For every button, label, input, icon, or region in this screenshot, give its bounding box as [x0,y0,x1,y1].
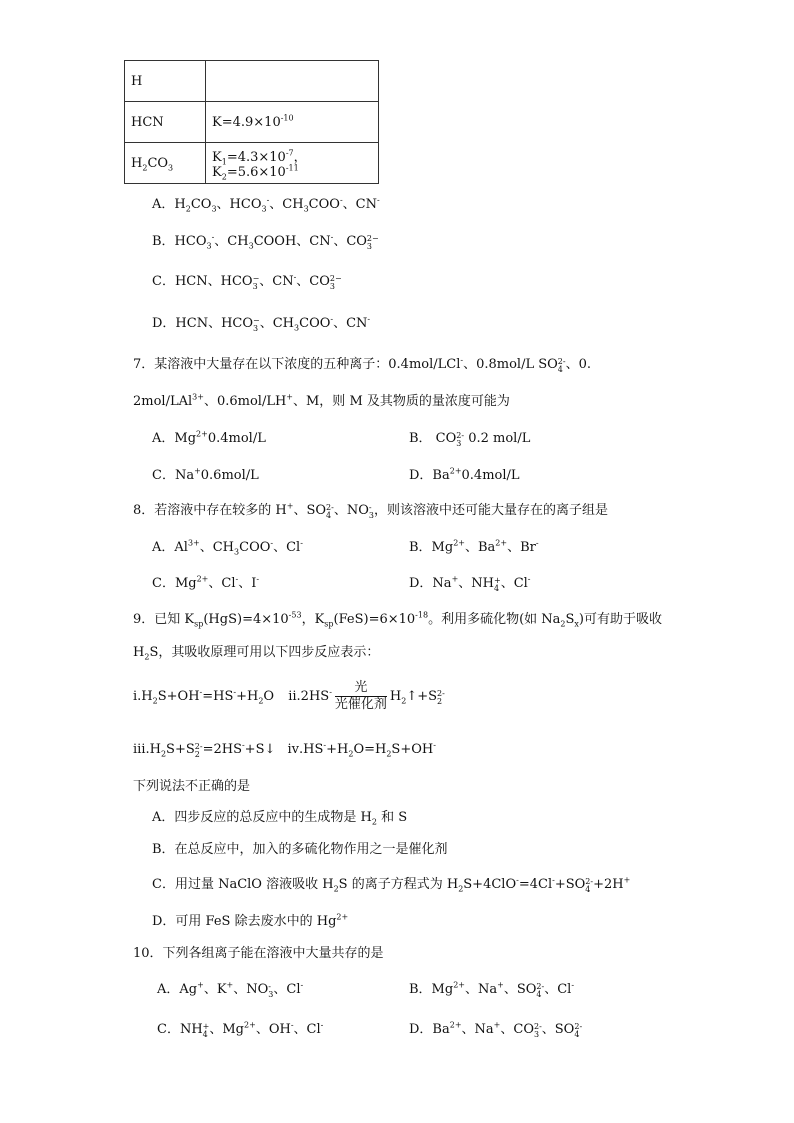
q9-option-d: D．可用 FeS 除去废水中的 $Hg^{2+}$ [152,912,349,929]
q8-option-b: B．$Mg^{2+}$、$Ba^{2+}$、Br- [409,538,539,555]
q10-option-c: C．NH + 4 、$Mg^{2+}$、OH-、Cl- [157,1020,324,1039]
q8-option-d: D．Na+、NH + 4 、Cl- [409,574,531,593]
ka-table [124,60,379,184]
q6-option-b: B．$HCO_3^-$、$CH_3COOH$、CN-、CO 2− 3 [152,232,379,251]
table-row [125,102,379,143]
q9-stem-line1: 9．已知 $K_{sp}(HgS)=4\times 10^{-53}$，$K_{sp}(FeS)=6\times 10^{-18}$。利用多硫化物(如 $Na_2S_x$)可有助于吸收 [133,610,662,629]
table-row [125,143,379,184]
q9-reaction-ii-left: ⅱ.2HS- [288,687,332,704]
q10-option-d: D．$Ba^{2+}$、Na+、CO 2- 3 、SO 2- 4 [409,1020,583,1039]
q7-stem-line1: 7．某溶液中大量存在以下浓度的五种离子：0.4mol/LCl-、0.8mol/L SO 2- 4 、0. [133,355,591,374]
q8-option-c: C．$Mg^{2+}$、Cl-、I- [152,574,260,591]
table-cell-name: $H_2CO_3$ [125,143,206,184]
q7-option-d: D．$Ba^{2+}0.4mol/L$ [409,466,520,483]
q10-option-a: A．Ag+、K+、NO - 3 、Cl- [157,980,304,999]
q8-option-a: A．$Al^{3+}$、$CH_3COO^-$、Cl- [152,538,303,557]
table-cell-k: $K_1=4.3\times 10^{-7}$，$K_2=5.6\times 10^{-11}$ [206,143,379,184]
table-cell-k [206,61,379,102]
q9-reaction-iv: $ⅳ.HS^-+H_2O=H_2S+OH^-$ [287,740,436,759]
q9-reaction-iii: $ⅲ.H_2S+S$ 2- 2 =2HS-+S↓ [133,740,276,759]
table-cell-k: $K=4.9\times 10^{-10}$ [206,102,379,143]
q9-reaction-ii-right: $H_2↑+S$ 2- 2 [389,689,445,706]
q7-option-a: A．$Mg^{2+}0.4mol/L$ [152,429,266,446]
q9-arrow-bottom: 光催化剂 [334,697,387,712]
table-cell-name: HCN [125,102,206,143]
q7-option-c: C．Na+0.6mol/L [152,466,259,483]
table-cell-name: H [125,61,206,102]
q9-arrow-top: 光 [335,680,387,697]
q9-question: 下列说法不正确的是 [133,779,251,794]
q9-stem-line2: $H_2S$，其吸收原理可用以下四步反应表示： [133,645,380,662]
q6-option-a: A．$H_2CO_3$、$HCO_3^-$、$CH_3COO^-$、CN- [152,195,380,214]
q9-option-b: B．在总反应中，加入的多硫化物作用之一是催化剂 [152,842,448,857]
table-row [125,61,379,102]
q8-stem: 8．若溶液中存在较多的 H+、SO 2- 4 、NO - 3 ，则该溶液中还可能大量存在的离子组是 [133,501,608,520]
q10-option-b: B．$Mg^{2+}$、Na+、SO 2- 4 、Cl- [409,980,575,999]
q6-option-d: D．HCN、HCO − 3 、$CH_3COO^-$、CN- [152,314,371,333]
q9-option-a: A．四步反应的总反应中的生成物是 $H_2$ 和 S [152,810,408,827]
q7-stem-line2: 2mol/LAl$^{3+}$、0.6mol/LH+、M，则 M 及其物质的量浓度可能为 [133,392,510,409]
q9-reactions-line2 [133,741,436,759]
q10-stem: 10．下列各组离子能在溶液中大量共存的是 [133,946,384,961]
q7-option-b: B． CO 2- 3 0.2 mol/L [409,431,531,448]
q9-reaction-arrow [335,680,387,713]
q9-reactions-line1 [133,680,445,714]
q9-option-c: C．用过量 NaClO 溶液吸收 $H_2S$ 的离子方程式为 $H_2S+4ClO^-=4Cl^-+SO$ 2- 4 +2H+ [152,875,631,894]
q6-option-c: C．HCN、HCO − 3 、CN-、CO 2− 3 [152,272,342,291]
q9-reaction-i: $ⅰ.H_2S+OH^-=HS^-+H_2O$ [133,687,275,706]
